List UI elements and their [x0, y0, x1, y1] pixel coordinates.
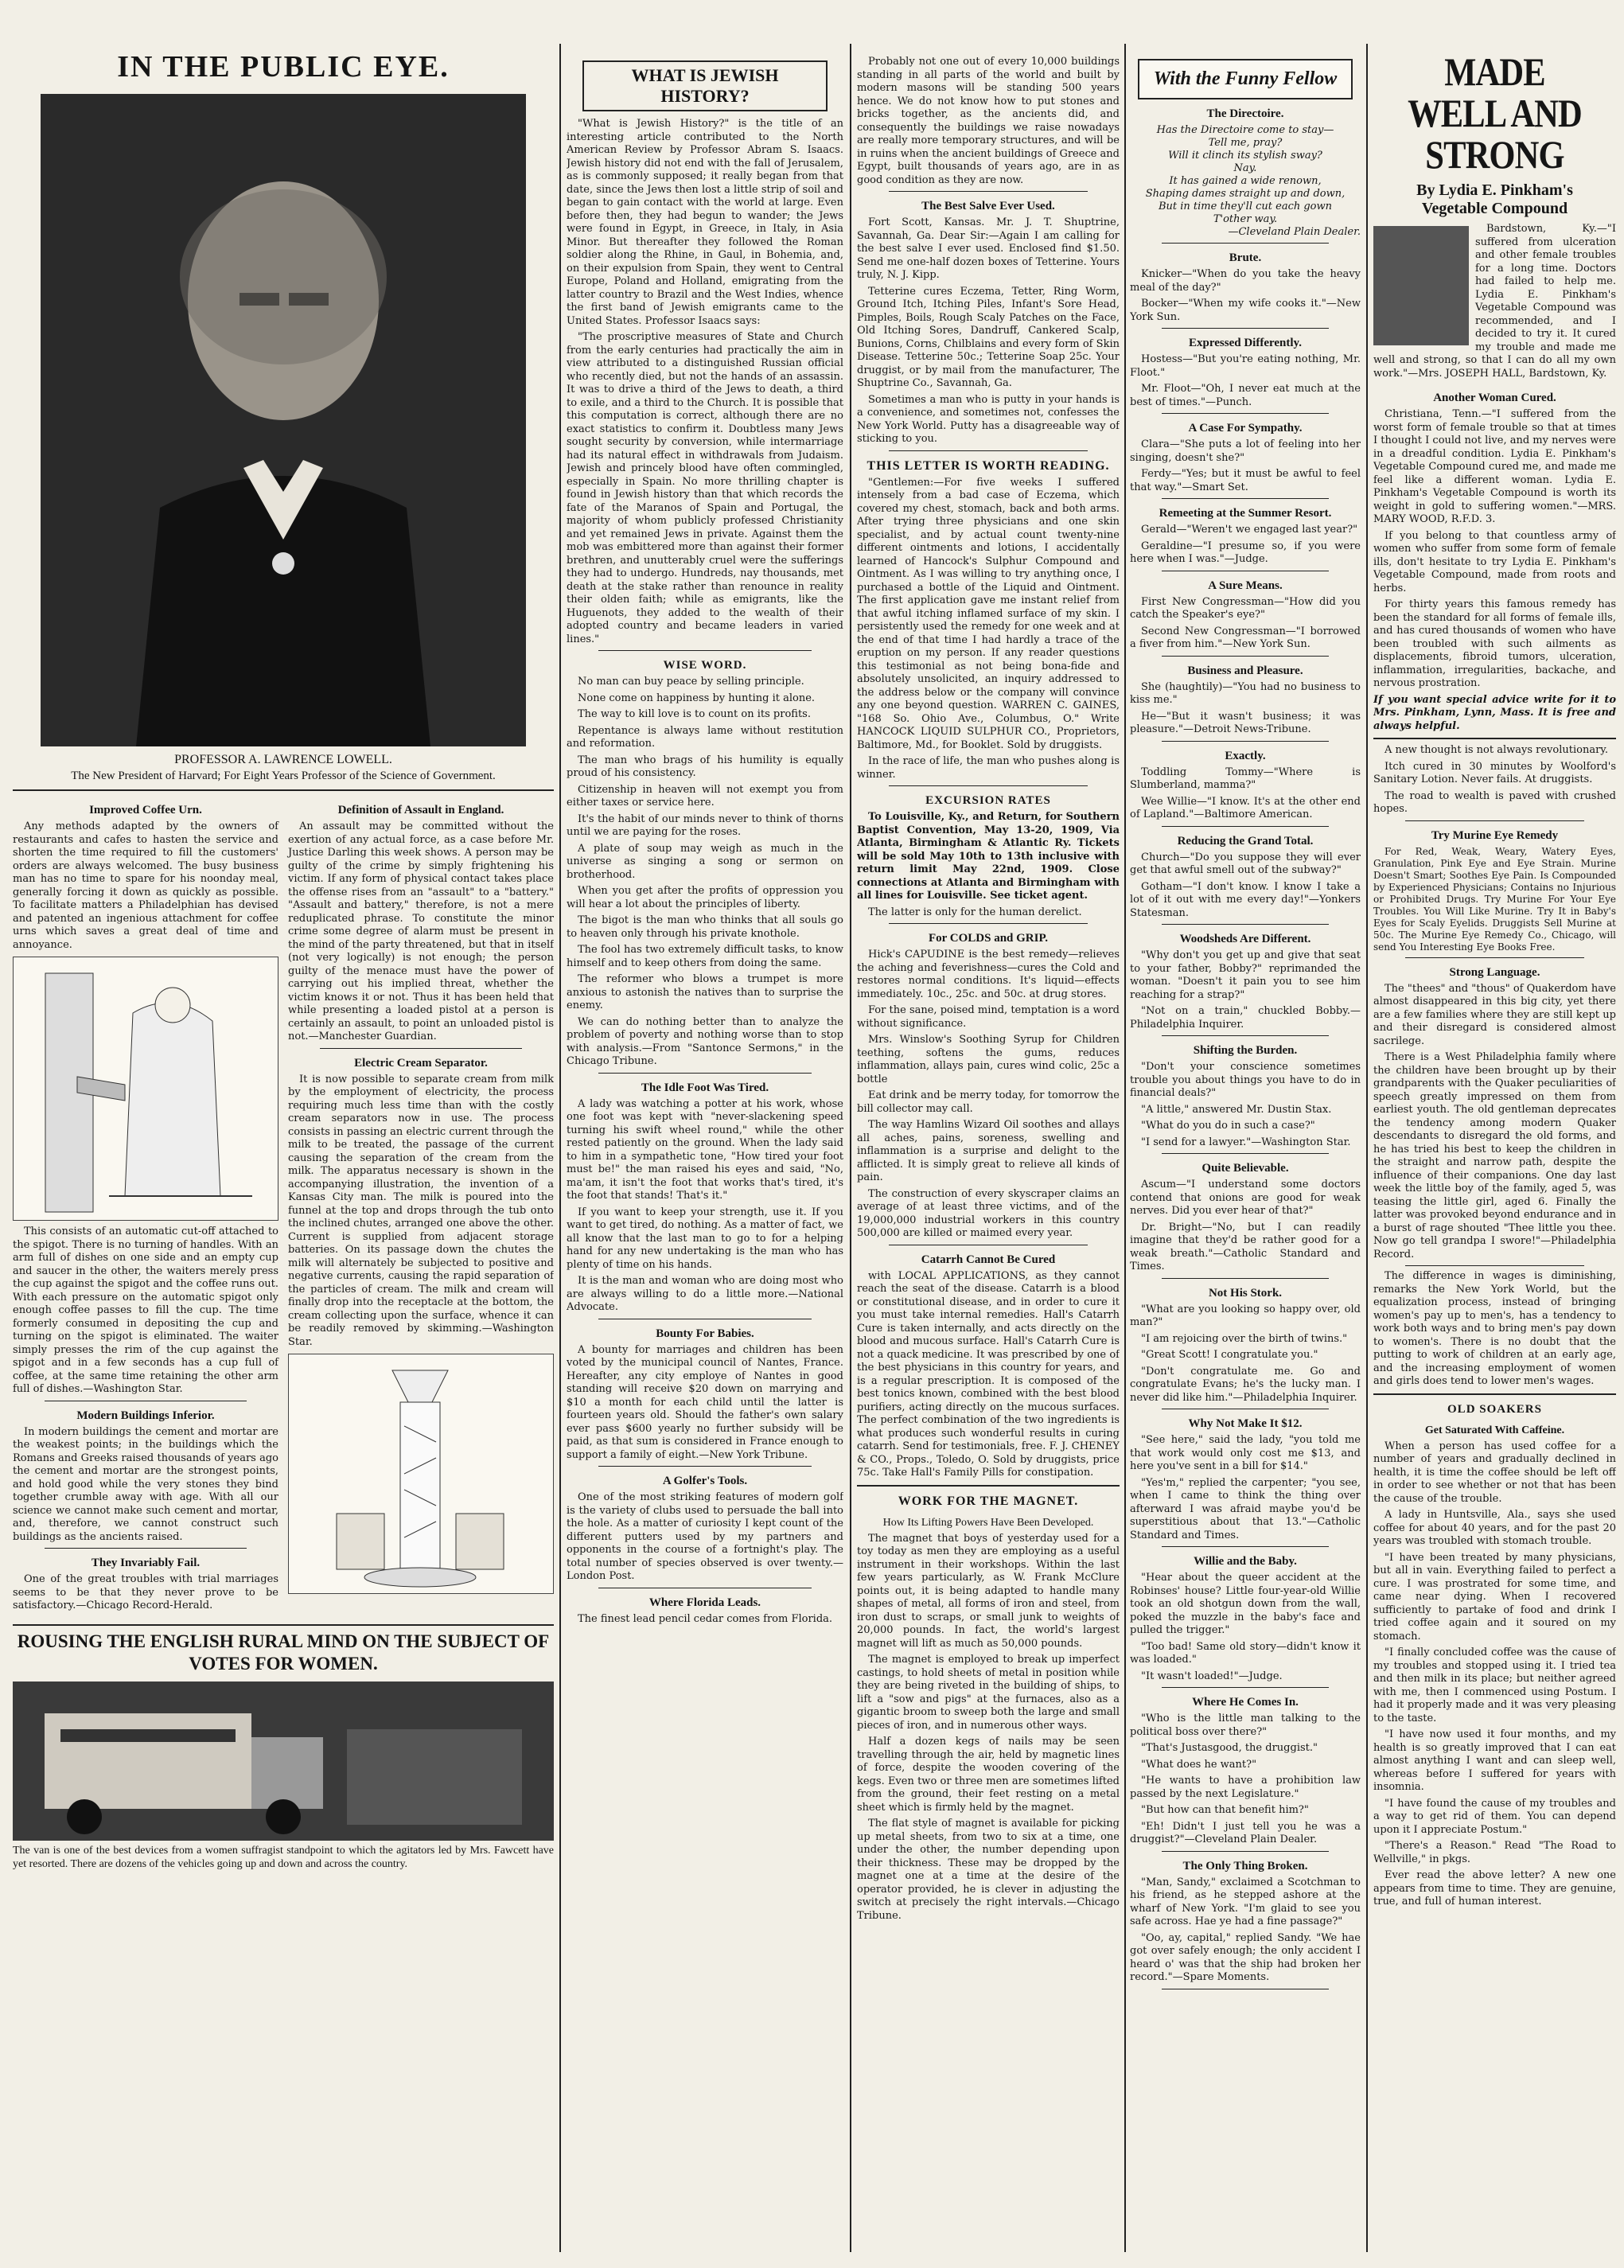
jewish-p1: "What is Jewish History?" is the title of an interesting article contributed to the North American Review by Professor Abram S. Isaacs. Jewish history did not end with the fall of Jerusalem, as is commonly supposed; it really began from that date, since the Jews then lost a little strip of soil and began to gain contact with the world at large. Even before then, they had begun to wander; the Jews were found in Egypt, in Greece, in Italy, in Asia Minor. But thereafter they followed the Roman soldier along the Rhine, in Gaul, in Bohemia, and, on their expulsion from Spain, they went to Central Europe, Poland and Holland, emigrating from the latter country to Brazil and the West Indies, whence the first band of Jewish emigrants came to the United States. Professor Isaacs says:	[567, 118, 843, 327]
old-soakers-para: "I have found the cause of my troubles and a way to get rid of them. You can depend upon it I appreciate Postum."	[1373, 1797, 1616, 1836]
defn-p1: An assault may be committed without the exertion of any actual force, as a case before Mr. Justice Darling this week shows. A person may be guilty of the crime by simply frightening his victim. If any form of physical contact takes place the offense rises from an "assault" to a "battery." "Assault and battery," therefore, is not a mere reduplicated phrase. To constitute the minor crime some degree of alarm must be present in the mind of the party threatened, but that in itself (not very logically) is not enough; the person guilty of the menace must have the power of carrying out his implied threat, whether the victim knows it or not. Thus it has been held that while presenting a loaded pistol at a person is certainly an assault, to point an unloaded pistol is not.—Manchester Guardian.	[288, 820, 554, 1042]
funny-item-para: First New Congressman—"How did you catch the Speaker's eye?"	[1130, 595, 1361, 621]
subcolumn-left	[13, 796, 278, 1616]
wages-para: The difference in wages is diminishing, remarks the New York World, but the equalization process, instead of bringing women's pay up to men's, has a tendency to work both ways and to bring men's pay down to women's. There is no doubt that the putting to work of children at an early age, and the increasing employment of women and girls does tend to lower men's wages.	[1373, 1270, 1616, 1387]
colds-para: The construction of every skyscraper claims an average of at least three victims, and of the 19,000,000 industrial workers in this country 500,000 are killed or maimed every year.	[857, 1187, 1120, 1239]
funny-item-para: "Yes'm," replied the carpenter; "you see, when I came to think the thing over afterward I was afraid maybe you'd be superstitious about that 13."—Catholic Standard and Times.	[1130, 1476, 1361, 1541]
old-soakers-sub: Get Saturated With Caffeine.	[1424, 1424, 1565, 1436]
verse-line: It has gained a wide renown,	[1169, 175, 1322, 187]
wise-word-item: The fool has two extremely difficult tasks, to know himself and to keep others from doing the same.	[567, 944, 843, 969]
pinkham-p3: If you belong to that countless army of women who suffer from some form of female ills, don't hesitate to try Lydia E. Pinkham's Vegetable Compound, made from roots and herbs.	[1373, 529, 1616, 594]
pinkham-ad-title: MADE WELL AND STRONG	[1408, 49, 1582, 177]
cream-title: Electric Cream Separator.	[354, 1056, 488, 1070]
magnet-para: The magnet that boys of yesterday used for a toy today as men they are employing as a useful instrument in their workshops. Within the last few years particularly, as W. Frank McClure points out, it is being adapted to handle many shapes of metal, all forms of iron and steel, from iron dust to scraps, or small junk to weights of 20,000 pounds. In fact, the world's largest magnet will lift as much as 50,000 pounds.	[857, 1532, 1120, 1650]
misc-item: A new thought is not always revolutionary.	[1384, 744, 1609, 756]
magnet-para: The magnet is employed to break up imperfect castings, to hold sheets of metal in position while they are being riveted in the building of ships, to lift a "sow and pigs" at the furnaces, also as a gigantic broom to sweep both the large and small pieces of iron, and in numerous other ways.	[857, 1654, 1120, 1732]
funny-item-para: "Who is the little man talking to the political boss over there?"	[1130, 1713, 1361, 1738]
funny-item-para: "Man, Sandy," exclaimed a Scotchman to his friend, as he stepped ashore at the wharf of New York. "I'm glaid to see you safe across. Hae ye had a fine passage?"	[1130, 1876, 1361, 1927]
wise-word-item: A plate of soup may weigh as much in the universe as singing a song or sermon on brotherhood.	[567, 842, 843, 881]
funny-item-para: Geraldine—"I presume so, if you were here when I was."—Judge.	[1130, 540, 1361, 565]
verse-line: But in time they'll cut each gown	[1158, 201, 1333, 212]
funny-item-title: Remeeting at the Summer Resort.	[1159, 507, 1332, 520]
wise-word-item: The man who brags of his humility is equally proud of his consistency.	[567, 754, 843, 779]
portrait-photo	[41, 94, 526, 746]
wise-word-item: Citizenship in heaven will not exempt you from either taxes or service here.	[567, 783, 843, 809]
funny-item-para: Knicker—"When do you take the heavy meal of the day?"	[1130, 268, 1361, 294]
funny-item-para: Mr. Floot—"Oh, I never eat much at the best of times."—Punch.	[1130, 383, 1361, 408]
funny-item-para: "Don't your conscience sometimes trouble you about things you have to do in financial deals?"	[1130, 1061, 1361, 1099]
catarrh-p1: with LOCAL APPLICATIONS, as they cannot reach the seat of the disease. Catarrh is a blood or constitutional disease, and in order to cure it you must take internal remedies. Hall's Catarrh Cure is taken internally, and acts directly on the blood and mucous surface. Hall's Catarrh Cure is not a quack medicine. It was prescribed by one of the best physicians in this country for years, and is a regular prescription. It is composed of the best tonics known, combined with the best blood purifiers, acting directly on the mucous surfaces. The perfect combination of the two ingredients is what produces such wonderful results in curing catarrh. Send for testimonials, free. F. J. CHENEY & CO., Props., Toledo, O. Sold by druggists, price 75c. Take Hall's Family Pills for constipation.	[857, 1269, 1120, 1479]
wise-word-item: The way to kill love is to count on its profits.	[578, 708, 811, 720]
wise-word-list	[567, 676, 843, 1069]
funny-item-para: "Why don't you get up and give that seat to your father, Bobby?" reprimanded the woman. "Doesn't it pain you to see him reaching for a strap?"	[1130, 949, 1361, 1001]
modern-title: Modern Buildings Inferior.	[76, 1409, 215, 1422]
funny-item-para: Bocker—"When my wife cooks it."—New York Sun.	[1130, 298, 1361, 323]
excursion-p1: To Louisville, Ky., and Return, for Southern Baptist Convention, May 13-20, 1909, Via Atlanta, Birmingham & Atlantic Ry. Tickets will be sold May 10th to 13th inclusive with return limit May 22nd, 1909. Close connections at Atlanta and Birmingham with all lines for Louisville. See ticket agent.	[857, 811, 1120, 902]
jewish-p2: "The proscriptive measures of State and Church from the early centuries had practically the aim in view attributed to a distinguished Russian official who recently died, but not the hands of an assassin. It was to drive a third of the Jews to death, a third to exile, and a third to the Church. It is possible that this computation is correct, although there are no exact statistics to confirm it. Doubtless many Jews sought security by conversion, while intermarriage had its natural effect in withdrawals from Judaism. Jewish and princely blood have often commingled, especially in Spain. No more thrilling chapter is found in Jewish history than that which records the fate of the Maranos of Spain and Portugal, the majority of whom publicly professed Christianity and yet remained Jews in private. Against them the mob was embittered more than against their former brethren, and unutterably cruel were the sufferings they had to undergo. Hundreds, nay thousands, met death at the stake rather than renounce in reality their olden faith; while as emigrants, like the Huguenots, they added to the wealth of their adopted country and became leaders in varied lines."	[567, 331, 843, 645]
colds-para: The way Hamlins Wizard Oil soothes and allays all aches, pains, soreness, swelling and inflammation is a surprise and delight to the afflicted. It is simply great to relieve all kinds of pain.	[857, 1119, 1120, 1183]
cream-p1: It is now possible to separate cream from milk by the employment of electricity, the process requiring much less time than with the costly cream separators now in use. The process consists in passing an electric current through the milk to be treated, the passage of the current causing the separation of the cream from the milk. The apparatus necessary is shown in the accompanying illustration, the invention of a Kansas City man. The milk is poured into the funnel at the top and drops through the tub onto the inclined chutes, arranged one above the other. Current is supplied from adjacent storage batteries. On its passage down the chutes the milk will alternately be subjected to positive and negative currents, causing the rapid separation of the particles of cream. The milk and cream will finally drop into the receptacle at the bottom, the cream collecting upon the surface, whence it can be readily removed by skimming.—Washington Star.	[288, 1073, 554, 1348]
wise-word-item: It's the habit of our minds never to think of thorns until we are paying for the roses.	[567, 813, 843, 838]
old-soakers-para: "I finally concluded coffee was the cause of my troubles and stopped using it. I tried tea and then milk in its place; but neither agreed with me, then I commenced using Postum. I had it properly made and it was very pleasing to the taste.	[1373, 1646, 1616, 1724]
letter-p1: "Gentlemen:—For five weeks I suffered intensely from a bad case of Eczema, which covered my chest, stomach, back and both arms. After trying three physicians and one skin specialist, and by actual count twenty-nine different ointments and lotions, I accidentally learned of Hancock's Sulphur Compound and Ointment. As I was willing to try anything once, I purchased a bottle of the Liquid and Ointment. The first application gave me instant relief from that awful itching inflamed surface of my skin. I persistently used the remedy for one week and at the end of that time I had hardly a trace of the eruption on my person. If any reader questions this testimonial as not being bona-fide and absolutely unsolicited, an inquiry addressed to the address below or the company will convince any one beyond question. WARREN C. GAINES, "168 So. Ohio Ave., Columbus, O." Write HANCOCK LIQUID SULPHUR CO., Proprietors, Baltimore, Md., for Booklet. Sold by druggists.	[857, 476, 1120, 751]
wise-word-title: WISE WORD.	[663, 659, 747, 672]
golfer-p1: One of the most striking features of modern golf is the variety of clubs used to persuade the ball into the hole. As a matter of curiosity I kept count of the different putters used by my partners and opponents in the course of a fortnight's play. The total number of species observed is over twenty.—London Post.	[567, 1491, 843, 1582]
funny-item-para: Wee Willie—"I know. It's at the other end of Lapland."—Baltimore American.	[1130, 795, 1361, 820]
pinkham-portrait	[1373, 226, 1469, 345]
salve-para: Sometimes a man who is putty in your hands is a convenience, and sometimes not, confesses the New York World. Putty has a disagreeable way of sticking to you.	[857, 393, 1120, 445]
strong-language-title: Strong Language.	[1449, 965, 1540, 979]
funny-item-para: "But how can that benefit him?"	[1141, 1804, 1309, 1816]
salve-para: Fort Scott, Kansas. Mr. J. T. Shuptrine, Savannah, Ga. Dear Sir:—Again I am calling for the best salve I ever used. Enclosed find $1.50. Send me one-half dozen boxes of Tetterine. Yours truly, N. J. Kipp.	[857, 216, 1120, 281]
funny-item-para: Gotham—"I don't know. I know I take a lot of it out with me every day!"—Yonkers Statesman.	[1130, 880, 1361, 919]
idle-foot-title: The Idle Foot Was Tired.	[641, 1081, 769, 1094]
divider	[1405, 957, 1584, 958]
divider	[1405, 820, 1584, 821]
funny-item-para: "I send for a lawyer."—Washington Star.	[1141, 1136, 1351, 1148]
funny-item	[1130, 750, 1361, 827]
subcolumn-right	[288, 796, 554, 1616]
old-soakers-para: "I have been treated by many physicians, but all in vain. Everything failed to perfect a cure. I was prostrated for some time, and came near dying. When I recovered sufficiently to partake of food and drink I tried coffee again and it soured on my stomach.	[1373, 1551, 1616, 1643]
old-soakers-para: A lady in Huntsville, Ala., says she used coffee for about 40 years, and for the past 20 years was troubled with stomach trouble.	[1373, 1509, 1616, 1547]
idle-foot-para: It is the man and woman who are doing most who are always willing to do a little more.—National Advocate.	[567, 1275, 843, 1313]
funny-item-para: "Oo, ay, capital," replied Sandy. "We hae got over safely enough; the only accident I heard o' was that the ship had broken her record."—Spare Moments.	[1130, 1931, 1361, 1983]
portrait-caption-name: PROFESSOR A. LAWRENCE LOWELL.	[174, 753, 392, 766]
excursion-p2: The latter is only for the human derelict.	[868, 906, 1082, 918]
buildings-p: Probably not one out of every 10,000 buildings standing in all parts of the world and built by modern masons will be standing 500 years hence. We do not know how to put stones and bricks together, as the ancients did, and consequently the buildings we raise nowadays are really more temporary structures, and will be in ruins when the ancient buildings of Greece and Egypt, built thousands of years ago, are in as good condition as they are now.	[857, 56, 1120, 186]
funny-item-title: Expressed Differently.	[1189, 337, 1302, 349]
divider	[1373, 1393, 1616, 1395]
funny-item-para: Hostess—"But you're eating nothing, Mr. Floot."	[1130, 353, 1361, 379]
van-caption: The van is one of the best devices from a women suffragist standpoint to which the agitators led by Mrs. Fawcett have yet resorted. There are dozens of the vehicles going up and down and across the country.	[13, 1844, 554, 1870]
golfer-title: A Golfer's Tools.	[662, 1475, 748, 1487]
misc-item: Itch cured in 30 minutes by Woolford's Sanitary Lotion. Never fails. At druggists.	[1373, 760, 1616, 785]
funny-item-para: Clara—"She puts a lot of feeling into her singing, doesn't she?"	[1130, 438, 1361, 464]
funny-item-para: "Eh! Didn't I just tell you he was a druggist?"—Cleveland Plain Dealer.	[1130, 1820, 1361, 1845]
funny-item	[1130, 422, 1361, 499]
modern-p1: In modern buildings the cement and mortar are the weakest points; in the buildings which the Romans and Greeks raised thousands of years ago the cement and mortar are the strongest points, and hold good while the very stones they bind together crumble away with age. With all our science we cannot make such cement and mortar, and, therefore, we cannot construct such buildings as the ancients raised.	[13, 1425, 278, 1543]
column-public-eye	[13, 32, 554, 2252]
funny-item-title: A Sure Means.	[1208, 579, 1283, 592]
colds-para: For the sane, poised mind, temptation is a word without significance.	[857, 1004, 1120, 1030]
funny-item	[1130, 1162, 1361, 1279]
funny-item	[1130, 579, 1361, 657]
funny-item	[1130, 1287, 1361, 1410]
coffee-p2: This consists of an automatic cut-off attached to the spigot. There is no turning of handles. With an arm full of dishes on one side and an empty cup and saucer in the other, the waiters merely press the cup against the spigot and the coffee runs out. With each pressure on the automatic spigot only enough coffee passes to fill the cup. The time formerly consumed in depositing the cup and turning on the spigot is eliminated. The waiter simply presses the rim of the cup against the spigot and in a few seconds has a cup full of coffee, at the same time retaining the other arm full of dishes.—Washington Star.	[13, 1226, 278, 1395]
funny-item-para: "Great Scott! I congratulate you."	[1141, 1349, 1318, 1361]
magnet-subtitle: How Its Lifting Powers Have Been Developed.	[882, 1516, 1094, 1529]
portrait-caption-desc: The New President of Harvard; For Eight Years Professor of the Science of Government.	[71, 770, 496, 782]
murine-title: Try Murine Eye Remedy	[1431, 828, 1559, 842]
funny-item-para: Toddling Tommy—"Where is Slumberland, mamma?"	[1130, 766, 1361, 791]
funny-item	[1130, 664, 1361, 742]
verse-line: Will it clinch its stylish sway?	[1168, 150, 1322, 162]
murine-p: For Red, Weak, Weary, Watery Eyes, Granulation, Pink Eye and Eye Strain. Murine Doesn't Smart; Soothes Eye Pain. Is Compounded by Experienced Physicians; Contains no Injurious or Prohibited Drugs. Try Murine For Your Eye Troubles. You Will Like Murine. Try It in Baby's Eyes for Scaly Eyelids. Druggists Sell Murine at 50c. The Murine Eye Remedy Co., Chicago, will send You Interesting Eye Books Free.	[1373, 845, 1616, 953]
funny-item-title: Brute.	[1229, 251, 1262, 264]
funny-item-para: "It wasn't loaded!"—Judge.	[1141, 1670, 1283, 1682]
column-pinkham	[1373, 48, 1616, 2252]
colds-para: Mrs. Winslow's Soothing Syrup for Children teething, softens the gums, reduces inflammation, allays pain, cures wind colic, 25c a bottle	[857, 1034, 1120, 1085]
column-rule	[850, 44, 851, 2252]
bounty-title: Bounty For Babies.	[656, 1327, 754, 1340]
idle-foot-para: A lady was watching a potter at his work, whose one foot was kept with "never-slackening speed turning his swift wheel round," while the other rested patiently on the ground. When the lady said to him in a sympathetic tone, "How tired your foot must be!" the man raised his eyes and said, "No, ma'am, it isn't the foot that works that's tired, it's the foot that stands! That's it."	[567, 1097, 843, 1202]
coffee-p1: Any methods adapted by the owners of restaurants and cafes to hasten the service and shorten the time required to fill the customers' orders are always welcomed. The busy business man has no time to spare for his noonday meal, generally forcing it down as quickly as possible. To facilitate matters a Philadelphian has devised and patented an ingenious attachment for coffee urns which saves a great deal of time and annoyance.	[13, 820, 278, 951]
pinkham-p4: For thirty years this famous remedy has been the standard for all forms of female ills, and has cured thousands of women who have been troubled with such ailments as displacements, fibroid tumors, ulceration, inflammation, irregularities, backache, and nervous prostration.	[1373, 598, 1616, 689]
colds-para: Hick's CAPUDINE is the best remedy—relieves the aching and feverishness—cures the Cold and restores normal conditions. It's liquid—effects immediately. 10c., 25c. and 50c. at drug stores.	[857, 949, 1120, 1000]
funny-item-title: The Only Thing Broken.	[1182, 1859, 1308, 1872]
fail-p1: One of the great troubles with trial marriages seems to be that they never prove to be satisfactory.—Chicago Record-Herald.	[13, 1573, 278, 1611]
funny-item-para: "What does he want?"	[1141, 1758, 1257, 1771]
funny-item-para: "A little," answered Mr. Dustin Stax.	[1141, 1103, 1332, 1116]
funny-item	[1130, 337, 1361, 414]
funny-item	[1130, 1696, 1361, 1852]
excursion-title: EXCURSION RATES	[925, 794, 1051, 807]
funny-item-title: Woodsheds Are Different.	[1179, 933, 1311, 945]
funny-item-para: "What are you looking so happy over, old man?"	[1130, 1303, 1361, 1328]
salve-para: Tetterine cures Eczema, Tetter, Ring Worm, Ground Itch, Itching Piles, Infant's Sore Head, Pimples, Boils, Rough Scaly Patches on the Face, Old Itching Sores, Dandruff, Cankered Scalp, Bunions, Corns, Chilblains and every form of Skin Disease. Tetterine 50c.; Tetterine Soap 25c. Your druggist, or by mail from the manufacturer, The Shuptrine Co., Savannah, Ga.	[857, 285, 1120, 389]
jewish-history-title-1: WHAT IS JEWISH	[631, 65, 779, 85]
funny-item	[1130, 835, 1361, 926]
old-soakers-para: "There's a Reason." Read "The Road to Wellville," in pkgs.	[1373, 1840, 1616, 1865]
funny-item-title: Shifting the Burden.	[1193, 1044, 1298, 1057]
wise-word-item: The reformer who blows a trumpet is more anxious to astonish the natives than to surprise the enemy.	[567, 973, 843, 1011]
column-rule	[1124, 44, 1126, 2252]
florida-p1: The finest lead pencil cedar comes from Florida.	[578, 1612, 833, 1625]
funny-item-para: "What do you do in such a case?"	[1141, 1120, 1315, 1132]
funny-item	[1130, 1555, 1361, 1688]
funny-item-para: "Don't congratulate me. Go and congratulate Evans; he's the lucky man. I never did like him."—Philadelphia Inquirer.	[1130, 1365, 1361, 1404]
catarrh-title: Catarrh Cannot Be Cured	[921, 1253, 1056, 1266]
column-funny-fellow	[1130, 56, 1361, 2252]
funny-item-para: He—"But it wasn't business; it was pleasure."—Detroit News-Tribune.	[1130, 710, 1361, 735]
cream-separator-illustration	[288, 1354, 554, 1594]
funny-item-para: She (haughtily)—"You had no business to kiss me."	[1130, 680, 1361, 706]
verse-line: Has the Directoire come to stay—	[1156, 124, 1334, 136]
funny-item	[1130, 1860, 1361, 1989]
florida-title: Where Florida Leads.	[648, 1596, 761, 1609]
pinkham-close: If you want special advice write for it to Mrs. Pinkham, Lynn, Mass. It is free and always helpful.	[1373, 693, 1616, 732]
coffee-urn-illustration	[13, 957, 278, 1221]
idle-foot-list	[567, 1098, 843, 1315]
salve-title: The Best Salve Ever Used.	[921, 200, 1055, 212]
divider	[1373, 738, 1616, 739]
pinkham-p1: Bardstown, Ky.—"I suffered from ulceration and other female troubles for a long time. Doctors had failed to help me. Lydia E. Pinkham's Vegetable Compound was recommended, and I decided to try it. It cured my trouble and made me well and strong, so that I can do all my own work."—Mrs. JOSEPH HALL, Bardstown, Ky.	[1373, 223, 1616, 380]
letter-title: THIS LETTER IS WORTH READING.	[867, 458, 1110, 473]
wise-word-item: No man can buy peace by selling principle.	[578, 676, 804, 688]
colds-title: For COLDS and GRIP.	[928, 932, 1049, 945]
pinkham-byline-2: Vegetable Compound	[1421, 200, 1568, 217]
verse-line: Tell me, pray?	[1208, 137, 1283, 149]
letter-p2: In the race of life, the man who pushes along is winner.	[857, 755, 1120, 781]
funny-item	[1130, 251, 1361, 329]
strong-language-para: The "thees" and "thous" of Quakerdom have almost disappeared in this big city, yet there are a few families where they are still kept up and their disregard is considered almost sacrilege.	[1373, 982, 1616, 1047]
funny-item-title: A Case For Sympathy.	[1188, 422, 1303, 435]
funny-item-para: "That's Justasgood, the druggist."	[1141, 1742, 1318, 1754]
wise-word-item: None come on happiness by hunting it alone.	[578, 692, 816, 704]
funny-item-para: "I am rejoicing over the birth of twins."	[1141, 1332, 1348, 1345]
divider	[1405, 1265, 1584, 1266]
fail-title: They Invariably Fail.	[91, 1557, 201, 1569]
funny-item	[1130, 1044, 1361, 1154]
funny-item	[1130, 1417, 1361, 1547]
suffrage-van-photo	[13, 1682, 554, 1841]
verse-line: Shaping dames straight up and down,	[1145, 188, 1346, 200]
funny-item-title: Willie and the Baby.	[1194, 1555, 1297, 1568]
defn-title: Definition of Assault in England.	[337, 804, 504, 816]
jewish-history-title-box	[582, 60, 828, 111]
wise-word-item: The bigot is the man who thinks that all souls go to heaven only through his private knothole.	[567, 914, 843, 940]
strong-language-para: There is a West Philadelphia family where the children have been brought up by their grandparents with the Quaker peculiarities of speech greatly impressed on them from earliest youth. The old gentleman deprecates the tendency among modern Quaker descendants to disregard the old forms, and he has tried his best to keep the children in the straight and narrow path, despite the influence of their companions. One day last week the little boy of the family, aged 5, was teasing the little girl, aged 6. Finally the latter was provoked beyond endurance and in a burst of rage shouted "Thee little you thee. Now go tell grandpa I swore!"—Philadelphia Record.	[1373, 1051, 1616, 1261]
public-eye-banner: IN THE PUBLIC EYE.	[117, 50, 450, 84]
colds-list	[857, 949, 1120, 1241]
magnet-para: Half a dozen kegs of nails may be seen travelling through the air, held by magnetic lines of force, despite the wooden covering of the kegs. Even two or three men are sometimes lifted from the ground, their feet resting on a metal sheet which is firmly held by the magnet.	[857, 1736, 1120, 1814]
pinkham-ad-body	[1373, 223, 1616, 384]
misc-item: The road to wealth is paved with crushed hopes.	[1373, 789, 1616, 815]
rousing-headline: ROUSING THE ENGLISH RURAL MIND ON THE SUBJECT OF VOTES FOR WOMEN.	[17, 1631, 550, 1674]
magnet-para: The flat style of magnet is available for picking up metal sheets, from two to six at a time, one under the other, the number depending upon their thickness. These may be dropped by the magnet one at a time at the desire of the operator provided, he is clever in adjusting the switch at precisely the right intervals.—Chicago Tribune.	[857, 1818, 1120, 1922]
old-soakers-para: "I have now used it four months, and my health is so greatly improved that I can eat almost anything I want and can sleep well, whereas before I suffered for years with insomnia.	[1373, 1728, 1616, 1793]
pinkham-byline-1: By Lydia E. Pinkham's	[1416, 181, 1573, 199]
colds-para: Eat drink and be merry today, for tomorrow the bill collector may call.	[857, 1089, 1120, 1115]
funny-item-title: Not His Stork.	[1208, 1286, 1283, 1300]
funny-item	[1130, 107, 1361, 244]
funny-item-title: Where He Comes In.	[1192, 1696, 1299, 1709]
pinkham-sub: Another Woman Cured.	[1433, 392, 1556, 404]
funny-item-para: "Not on a train," chuckled Bobby.—Philadelphia Inquirer.	[1130, 1005, 1361, 1031]
funny-fellow-title: With the Funny Fellow	[1153, 68, 1338, 89]
funny-item-para: Second New Congressman—"I borrowed a fiver from him."—New York Sun.	[1130, 625, 1361, 650]
magnet-title: WORK FOR THE MAGNET.	[898, 1494, 1079, 1508]
jewish-history-title-2: HISTORY?	[660, 86, 750, 106]
funny-item-title: Business and Pleasure.	[1187, 664, 1303, 677]
funny-item-title: Why Not Make It $12.	[1188, 1417, 1303, 1430]
wise-word-item: We can do nothing better than to analyze the problem of poverty and nothing worse than to stop with analysis.—From "Santonce Sermons," in the Chicago Tribune.	[567, 1015, 843, 1067]
funny-item-title: Quite Believable.	[1201, 1162, 1289, 1175]
funny-item-title: The Directoire.	[1206, 107, 1284, 120]
funny-item-para: Church—"Do you suppose they will ever get that awful smell out of the subway?"	[1130, 851, 1361, 876]
column-rule	[1366, 44, 1368, 2252]
funny-item-title: Reducing the Grand Total.	[1177, 834, 1314, 848]
wise-word-item: When you get after the profits of oppression you will hear a lot about the principles of liberty.	[567, 885, 843, 910]
funny-item-para: "Hear about the queer accident at the Robinses' house? Little four-year-old Willie took an old shotgun down from the wall, poked the muzzle in the baby's face and pulled the trigger."	[1130, 1572, 1361, 1636]
column-rule	[559, 44, 561, 2252]
verse-line: T'other way.	[1213, 213, 1278, 225]
funny-item-para: Ferdy—"Yes; but it must be awful to feel that way."—Smart Set.	[1130, 468, 1361, 493]
salve-list	[857, 216, 1120, 446]
bounty-p1: A bounty for marriages and children has been voted by the municipal council of Nantes, France. Hereafter, any city employe of Nantes in good standing will receive $20 down on marrying and $10 a month for each child until the latter is fourteen years old. Should the father's own salary ever pass $600 yearly no further subsidy will be paid, as that sum is considered in France enough to support a family of eight.—New York Tribune.	[567, 1343, 843, 1461]
pinkham-p2: Christiana, Tenn.—"I suffered from the worst form of female trouble so that at times I thought I could not live, and my nerves were in a dreadful condition. Lydia E. Pinkham's Vegetable Compound cured me, and made me feel like a different woman. Lydia E. Pinkham's Vegetable Compound is worth its weight in gold to suffering women."—MRS. MARY WOOD, R.F.D. 3.	[1373, 408, 1616, 525]
funny-item-para: Ascum—"I understand some doctors contend that onions are good for weak nerves. Did you ever hear of that?"	[1130, 1179, 1361, 1217]
funny-item-credit: —Cleveland Plain Dealer.	[1228, 226, 1361, 238]
wise-word-item: Repentance is always lame without restitution and reformation.	[567, 724, 843, 750]
funny-fellow-header	[1138, 59, 1353, 99]
funny-items-list	[1130, 107, 1361, 1989]
funny-item-para: Dr. Bright—"No, but I can readily imagine that they'd be rather good for a weak breath."—Catholic Standard and Times.	[1130, 1221, 1361, 1272]
verse-line: Nay.	[1233, 162, 1257, 174]
funny-item-title: Exactly.	[1225, 749, 1266, 762]
magnet-list	[857, 1533, 1120, 1923]
funny-item-para: "See here," said the lady, "you told me that work would only cost me $13, and here you've sent in a bill for $14."	[1130, 1434, 1361, 1472]
coffee-title: Improved Coffee Urn.	[89, 804, 202, 816]
portrait-illustration	[41, 94, 526, 746]
old-soakers-para: Ever read the above letter? A new one appears from time to time. They are genuine, true, and full of human interest.	[1373, 1869, 1616, 1908]
column-ads-magnet	[857, 56, 1120, 2252]
funny-item-para: Gerald—"Weren't we engaged last year?"	[1141, 524, 1358, 536]
funny-item-para: "Too bad! Same old story—didn't know it was loaded."	[1130, 1640, 1361, 1666]
idle-foot-para: If you want to keep your strength, use it. If you want to get tired, do nothing. As a matter of fact, we all know that the last man to go to for a helping hand for any new undertaking is the man who has plenty of time on his hands.	[567, 1206, 843, 1271]
column-jewish-history	[567, 56, 843, 2252]
old-soakers-para: When a person has used coffee for a number of years and gradually declined in health, it is time the coffee should be left off in order to see whether or not that has been the cause of the trouble.	[1373, 1440, 1616, 1505]
funny-item	[1130, 933, 1361, 1036]
old-soakers-title: OLD SOAKERS	[1447, 1402, 1542, 1416]
funny-item-para: "He wants to have a prohibition law passed by the next Legislature."	[1130, 1775, 1361, 1800]
funny-item	[1130, 507, 1361, 571]
